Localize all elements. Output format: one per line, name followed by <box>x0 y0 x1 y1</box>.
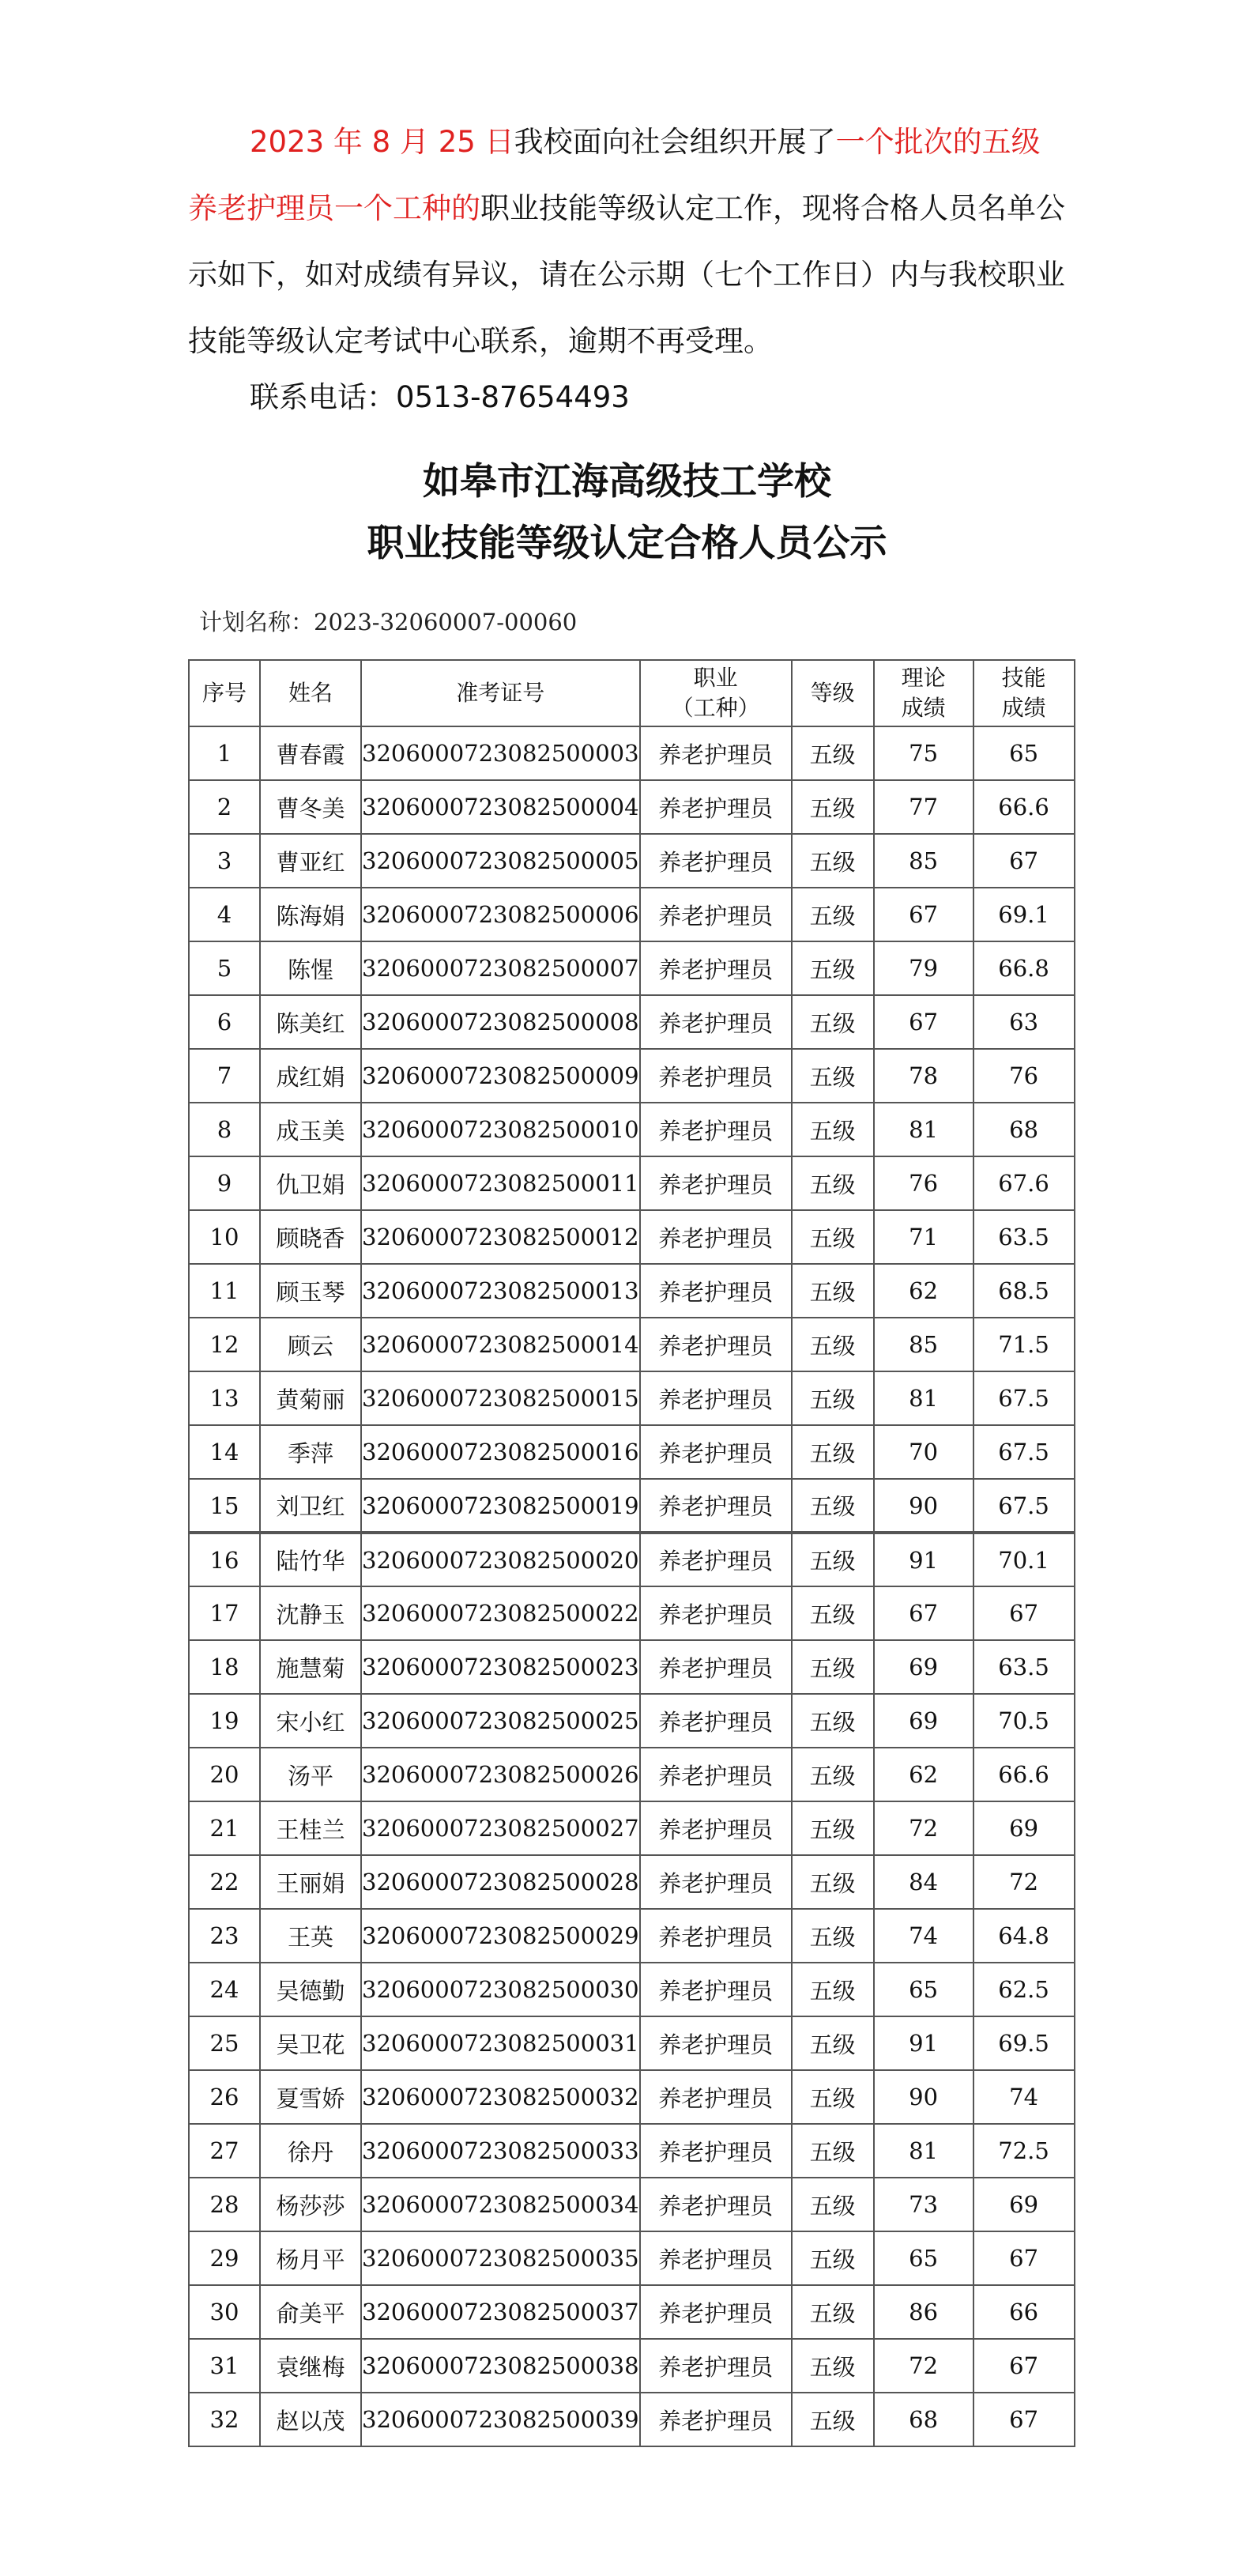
cell-ticket: 3206000723082500025 <box>361 1694 640 1748</box>
cell-seq: 3 <box>189 834 260 888</box>
table-row <box>189 1049 1075 1103</box>
table-row <box>189 2016 1075 2070</box>
cell-level: 五级 <box>792 1371 874 1425</box>
table-row <box>189 1909 1075 1963</box>
cell-name: 俞美平 <box>260 2285 361 2339</box>
header-skill-line2: 成绩 <box>1001 695 1046 721</box>
table-row <box>189 1640 1075 1694</box>
cell-seq: 20 <box>189 1748 260 1801</box>
cell-job: 养老护理员 <box>640 888 792 941</box>
cell-ticket: 3206000723082500009 <box>361 1049 640 1103</box>
cell-seq: 7 <box>189 1049 260 1103</box>
cell-job: 养老护理员 <box>640 1156 792 1210</box>
cell-name: 曹冬美 <box>260 780 361 834</box>
cell-ticket: 3206000723082500014 <box>361 1318 640 1371</box>
cell-name: 徐丹 <box>260 2124 361 2178</box>
cell-ticket: 3206000723082500020 <box>361 1533 640 1586</box>
cell-skill: 67.5 <box>973 1425 1075 1479</box>
cell-seq: 25 <box>189 2016 260 2070</box>
table-header-row <box>189 660 1075 726</box>
header-theory-line1: 理论 <box>901 665 946 691</box>
cell-name: 顾玉琴 <box>260 1264 361 1318</box>
cell-level: 五级 <box>792 2231 874 2285</box>
cell-name: 陈惺 <box>260 941 361 995</box>
cell-skill: 69.1 <box>973 888 1075 941</box>
notice-batch: 一个批次的五级养老护理员一个工种的 <box>188 125 1041 225</box>
cell-seq: 12 <box>189 1318 260 1371</box>
cell-level: 五级 <box>792 2178 874 2231</box>
cell-name: 王桂兰 <box>260 1801 361 1855</box>
cell-skill: 66 <box>973 2285 1075 2339</box>
cell-name: 宋小红 <box>260 1694 361 1748</box>
cell-level: 五级 <box>792 1210 874 1264</box>
cell-name: 仇卫娟 <box>260 1156 361 1210</box>
cell-skill: 66.6 <box>973 1748 1075 1801</box>
cell-name: 顾云 <box>260 1318 361 1371</box>
cell-name: 成红娟 <box>260 1049 361 1103</box>
cell-seq: 29 <box>189 2231 260 2285</box>
cell-ticket: 3206000723082500028 <box>361 1855 640 1909</box>
cell-job: 养老护理员 <box>640 1640 792 1694</box>
cell-skill: 66.6 <box>973 780 1075 834</box>
cell-skill: 67 <box>973 834 1075 888</box>
table-row <box>189 2178 1075 2231</box>
notice-text-1: 我校面向社会组织开展了 <box>514 125 836 159</box>
cell-seq: 26 <box>189 2070 260 2124</box>
cell-ticket: 3206000723082500003 <box>361 726 640 780</box>
table-row <box>189 1264 1075 1318</box>
table-row <box>189 2124 1075 2178</box>
header-seq: 序号 <box>189 660 260 726</box>
cell-seq: 16 <box>189 1533 260 1586</box>
cell-ticket: 3206000723082500008 <box>361 995 640 1049</box>
cell-level: 五级 <box>792 1963 874 2016</box>
cell-theory: 84 <box>874 1855 973 1909</box>
cell-seq: 24 <box>189 1963 260 2016</box>
table-row <box>189 1586 1075 1640</box>
cell-skill: 67.5 <box>973 1371 1075 1425</box>
cell-skill: 67.5 <box>973 1479 1075 1533</box>
cell-level: 五级 <box>792 1264 874 1318</box>
cell-ticket: 3206000723082500022 <box>361 1586 640 1640</box>
school-title: 如皋市江海高级技工学校 <box>423 460 831 504</box>
cell-ticket: 3206000723082500007 <box>361 941 640 995</box>
cell-seq: 32 <box>189 2393 260 2446</box>
cell-job: 养老护理员 <box>640 1264 792 1318</box>
cell-skill: 62.5 <box>973 1963 1075 2016</box>
cell-name: 刘卫红 <box>260 1479 361 1533</box>
cell-seq: 14 <box>189 1425 260 1479</box>
cell-name: 杨莎莎 <box>260 2178 361 2231</box>
cell-name: 吴德勤 <box>260 1963 361 2016</box>
cell-ticket: 3206000723082500005 <box>361 834 640 888</box>
cell-ticket: 3206000723082500034 <box>361 2178 640 2231</box>
cell-level: 五级 <box>792 941 874 995</box>
header-job-line1: 职业 <box>693 665 738 691</box>
cell-job: 养老护理员 <box>640 2339 792 2393</box>
cell-name: 陈海娟 <box>260 888 361 941</box>
cell-skill: 65 <box>973 726 1075 780</box>
cell-job: 养老护理员 <box>640 1103 792 1156</box>
cell-job: 养老护理员 <box>640 2070 792 2124</box>
cell-seq: 10 <box>189 1210 260 1264</box>
cell-job: 养老护理员 <box>640 1963 792 2016</box>
cell-job: 养老护理员 <box>640 1909 792 1963</box>
cell-ticket: 3206000723082500039 <box>361 2393 640 2446</box>
notice-date: 2023 年 8 月 25 日 <box>250 125 514 159</box>
cell-level: 五级 <box>792 995 874 1049</box>
cell-seq: 18 <box>189 1640 260 1694</box>
header-ticket: 准考证号 <box>361 660 640 726</box>
cell-level: 五级 <box>792 1318 874 1371</box>
cell-job: 养老护理员 <box>640 1425 792 1479</box>
cell-level: 五级 <box>792 2070 874 2124</box>
cell-name: 袁继梅 <box>260 2339 361 2393</box>
cell-level: 五级 <box>792 1425 874 1479</box>
cell-skill: 67.6 <box>973 1156 1075 1210</box>
cell-job: 养老护理员 <box>640 2285 792 2339</box>
cell-job: 养老护理员 <box>640 2124 792 2178</box>
cell-name: 杨月平 <box>260 2231 361 2285</box>
cell-job: 养老护理员 <box>640 726 792 780</box>
cell-skill: 76 <box>973 1049 1075 1103</box>
cell-skill: 70.1 <box>973 1533 1075 1586</box>
cell-theory: 72 <box>874 2339 973 2393</box>
cell-level: 五级 <box>792 2124 874 2178</box>
cell-seq: 22 <box>189 1855 260 1909</box>
cell-seq: 6 <box>189 995 260 1049</box>
cell-skill: 67 <box>973 2393 1075 2446</box>
cell-theory: 70 <box>874 1425 973 1479</box>
cell-level: 五级 <box>792 1909 874 1963</box>
cell-level: 五级 <box>792 780 874 834</box>
cell-job: 养老护理员 <box>640 1049 792 1103</box>
cell-skill: 67 <box>973 1586 1075 1640</box>
cell-seq: 13 <box>189 1371 260 1425</box>
cell-ticket: 3206000723082500006 <box>361 888 640 941</box>
cell-theory: 71 <box>874 1210 973 1264</box>
table-row <box>189 2070 1075 2124</box>
cell-name: 曹亚红 <box>260 834 361 888</box>
table-row <box>189 2231 1075 2285</box>
table-row <box>189 834 1075 888</box>
cell-skill: 63.5 <box>973 1640 1075 1694</box>
cell-ticket: 3206000723082500033 <box>361 2124 640 2178</box>
notice-paragraph <box>188 109 1067 375</box>
cell-level: 五级 <box>792 1694 874 1748</box>
header-level: 等级 <box>792 660 874 726</box>
cell-skill: 64.8 <box>973 1909 1075 1963</box>
cell-level: 五级 <box>792 1479 874 1533</box>
table-row <box>189 2339 1075 2393</box>
cell-job: 养老护理员 <box>640 1210 792 1264</box>
table-row <box>189 1103 1075 1156</box>
cell-ticket: 3206000723082500029 <box>361 1909 640 1963</box>
cell-name: 赵以茂 <box>260 2393 361 2446</box>
cell-name: 陆竹华 <box>260 1533 361 1586</box>
cell-ticket: 3206000723082500019 <box>361 1479 640 1533</box>
cell-job: 养老护理员 <box>640 2393 792 2446</box>
announcement-title: 职业技能等级认定合格人员公示 <box>367 522 887 565</box>
header-theory <box>874 660 973 726</box>
cell-theory: 69 <box>874 1694 973 1748</box>
header-name: 姓名 <box>260 660 361 726</box>
cell-theory: 69 <box>874 1640 973 1694</box>
cell-ticket: 3206000723082500035 <box>361 2231 640 2285</box>
cell-theory: 62 <box>874 1748 973 1801</box>
cell-seq: 15 <box>189 1479 260 1533</box>
table-row <box>189 1801 1075 1855</box>
cell-theory: 91 <box>874 2016 973 2070</box>
table-row <box>189 2285 1075 2339</box>
cell-theory: 72 <box>874 1801 973 1855</box>
table-row <box>189 1425 1075 1479</box>
cell-seq: 17 <box>189 1586 260 1640</box>
cell-skill: 66.8 <box>973 941 1075 995</box>
cell-job: 养老护理员 <box>640 995 792 1049</box>
cell-level: 五级 <box>792 1533 874 1586</box>
cell-theory: 76 <box>874 1156 973 1210</box>
cell-job: 养老护理员 <box>640 1479 792 1533</box>
cell-skill: 71.5 <box>973 1318 1075 1371</box>
cell-name: 夏雪娇 <box>260 2070 361 2124</box>
cell-theory: 91 <box>874 1533 973 1586</box>
cell-name: 吴卫花 <box>260 2016 361 2070</box>
cell-level: 五级 <box>792 1156 874 1210</box>
cell-skill: 67 <box>973 2339 1075 2393</box>
cell-theory: 81 <box>874 2124 973 2178</box>
header-job <box>640 660 792 726</box>
cell-skill: 70.5 <box>973 1694 1075 1748</box>
cell-level: 五级 <box>792 834 874 888</box>
cell-ticket: 3206000723082500004 <box>361 780 640 834</box>
cell-job: 养老护理员 <box>640 1533 792 1586</box>
table-row <box>189 780 1075 834</box>
cell-level: 五级 <box>792 726 874 780</box>
cell-level: 五级 <box>792 1586 874 1640</box>
cell-job: 养老护理员 <box>640 2178 792 2231</box>
table-row <box>189 1210 1075 1264</box>
cell-job: 养老护理员 <box>640 1748 792 1801</box>
cell-ticket: 3206000723082500038 <box>361 2339 640 2393</box>
cell-skill: 68 <box>973 1103 1075 1156</box>
contact-phone: 联系电话：0513-87654493 <box>250 380 630 414</box>
results-table <box>188 659 1075 2447</box>
table-row <box>189 1479 1075 1533</box>
cell-theory: 67 <box>874 1586 973 1640</box>
cell-seq: 5 <box>189 941 260 995</box>
cell-ticket: 3206000723082500011 <box>361 1156 640 1210</box>
cell-skill: 69.5 <box>973 2016 1075 2070</box>
cell-theory: 79 <box>874 941 973 995</box>
cell-skill: 69 <box>973 1801 1075 1855</box>
cell-level: 五级 <box>792 1049 874 1103</box>
cell-ticket: 3206000723082500016 <box>361 1425 640 1479</box>
cell-ticket: 3206000723082500037 <box>361 2285 640 2339</box>
cell-skill: 69 <box>973 2178 1075 2231</box>
cell-skill: 72 <box>973 1855 1075 1909</box>
cell-ticket: 3206000723082500030 <box>361 1963 640 2016</box>
cell-name: 顾晓香 <box>260 1210 361 1264</box>
cell-job: 养老护理员 <box>640 2016 792 2070</box>
cell-name: 王丽娟 <box>260 1855 361 1909</box>
cell-name: 汤平 <box>260 1748 361 1801</box>
header-theory-line2: 成绩 <box>901 695 946 721</box>
cell-ticket: 3206000723082500032 <box>361 2070 640 2124</box>
cell-ticket: 3206000723082500010 <box>361 1103 640 1156</box>
cell-theory: 68 <box>874 2393 973 2446</box>
cell-theory: 67 <box>874 888 973 941</box>
table-row <box>189 941 1075 995</box>
cell-theory: 65 <box>874 2231 973 2285</box>
cell-ticket: 3206000723082500015 <box>361 1371 640 1425</box>
cell-skill: 68.5 <box>973 1264 1075 1318</box>
cell-name: 曹春霞 <box>260 726 361 780</box>
cell-job: 养老护理员 <box>640 834 792 888</box>
cell-theory: 85 <box>874 1318 973 1371</box>
cell-level: 五级 <box>792 2393 874 2446</box>
cell-theory: 90 <box>874 2070 973 2124</box>
table-row <box>189 1318 1075 1371</box>
cell-ticket: 3206000723082500013 <box>361 1264 640 1318</box>
cell-level: 五级 <box>792 2339 874 2393</box>
cell-name: 沈静玉 <box>260 1586 361 1640</box>
cell-name: 成玉美 <box>260 1103 361 1156</box>
cell-name: 黄菊丽 <box>260 1371 361 1425</box>
cell-level: 五级 <box>792 2285 874 2339</box>
cell-seq: 4 <box>189 888 260 941</box>
cell-skill: 74 <box>973 2070 1075 2124</box>
cell-name: 施慧菊 <box>260 1640 361 1694</box>
cell-ticket: 3206000723082500031 <box>361 2016 640 2070</box>
table-row <box>189 2393 1075 2446</box>
cell-level: 五级 <box>792 1640 874 1694</box>
cell-seq: 9 <box>189 1156 260 1210</box>
table-row <box>189 1963 1075 2016</box>
cell-job: 养老护理员 <box>640 941 792 995</box>
table-row <box>189 726 1075 780</box>
table-row <box>189 1533 1075 1586</box>
cell-theory: 62 <box>874 1264 973 1318</box>
cell-level: 五级 <box>792 1748 874 1801</box>
cell-seq: 2 <box>189 780 260 834</box>
table-row <box>189 1694 1075 1748</box>
cell-level: 五级 <box>792 1103 874 1156</box>
cell-seq: 23 <box>189 1909 260 1963</box>
cell-job: 养老护理员 <box>640 1371 792 1425</box>
header-skill-line1: 技能 <box>1001 665 1046 691</box>
cell-seq: 1 <box>189 726 260 780</box>
cell-theory: 85 <box>874 834 973 888</box>
cell-skill: 67 <box>973 2231 1075 2285</box>
table-body <box>189 726 1075 2446</box>
cell-theory: 77 <box>874 780 973 834</box>
cell-name: 王英 <box>260 1909 361 1963</box>
notice-text-2: 职业技能等级认定工作，现将合格人员名单公示如下，如对成绩有异议，请在公示期（七个工作日）内与我校职业技能等级认定考试中心联系，逾期不再受理。 <box>188 191 1065 358</box>
cell-job: 养老护理员 <box>640 1318 792 1371</box>
plan-name: 计划名称：2023-32060007-00060 <box>199 609 578 636</box>
table-row <box>189 1156 1075 1210</box>
cell-level: 五级 <box>792 1855 874 1909</box>
cell-level: 五级 <box>792 888 874 941</box>
cell-ticket: 3206000723082500012 <box>361 1210 640 1264</box>
table-row <box>189 888 1075 941</box>
cell-job: 养老护理员 <box>640 1855 792 1909</box>
cell-theory: 73 <box>874 2178 973 2231</box>
cell-seq: 21 <box>189 1801 260 1855</box>
cell-level: 五级 <box>792 2016 874 2070</box>
cell-theory: 67 <box>874 995 973 1049</box>
cell-theory: 78 <box>874 1049 973 1103</box>
cell-seq: 8 <box>189 1103 260 1156</box>
cell-name: 季萍 <box>260 1425 361 1479</box>
cell-ticket: 3206000723082500023 <box>361 1640 640 1694</box>
header-skill <box>973 660 1075 726</box>
cell-skill: 63.5 <box>973 1210 1075 1264</box>
cell-theory: 86 <box>874 2285 973 2339</box>
cell-job: 养老护理员 <box>640 1801 792 1855</box>
header-job-line2: （工种） <box>671 695 760 721</box>
cell-theory: 90 <box>874 1479 973 1533</box>
cell-theory: 74 <box>874 1909 973 1963</box>
cell-seq: 30 <box>189 2285 260 2339</box>
cell-seq: 31 <box>189 2339 260 2393</box>
cell-seq: 19 <box>189 1694 260 1748</box>
table-row <box>189 1748 1075 1801</box>
cell-seq: 27 <box>189 2124 260 2178</box>
cell-seq: 11 <box>189 1264 260 1318</box>
cell-job: 养老护理员 <box>640 1694 792 1748</box>
cell-theory: 75 <box>874 726 973 780</box>
cell-job: 养老护理员 <box>640 2231 792 2285</box>
cell-skill: 63 <box>973 995 1075 1049</box>
table-row <box>189 1371 1075 1425</box>
cell-theory: 65 <box>874 1963 973 2016</box>
cell-level: 五级 <box>792 1801 874 1855</box>
cell-theory: 81 <box>874 1103 973 1156</box>
cell-ticket: 3206000723082500027 <box>361 1801 640 1855</box>
table-row <box>189 995 1075 1049</box>
cell-name: 陈美红 <box>260 995 361 1049</box>
cell-job: 养老护理员 <box>640 780 792 834</box>
cell-theory: 81 <box>874 1371 973 1425</box>
cell-job: 养老护理员 <box>640 1586 792 1640</box>
cell-ticket: 3206000723082500026 <box>361 1748 640 1801</box>
cell-seq: 28 <box>189 2178 260 2231</box>
table-row <box>189 1855 1075 1909</box>
cell-skill: 72.5 <box>973 2124 1075 2178</box>
